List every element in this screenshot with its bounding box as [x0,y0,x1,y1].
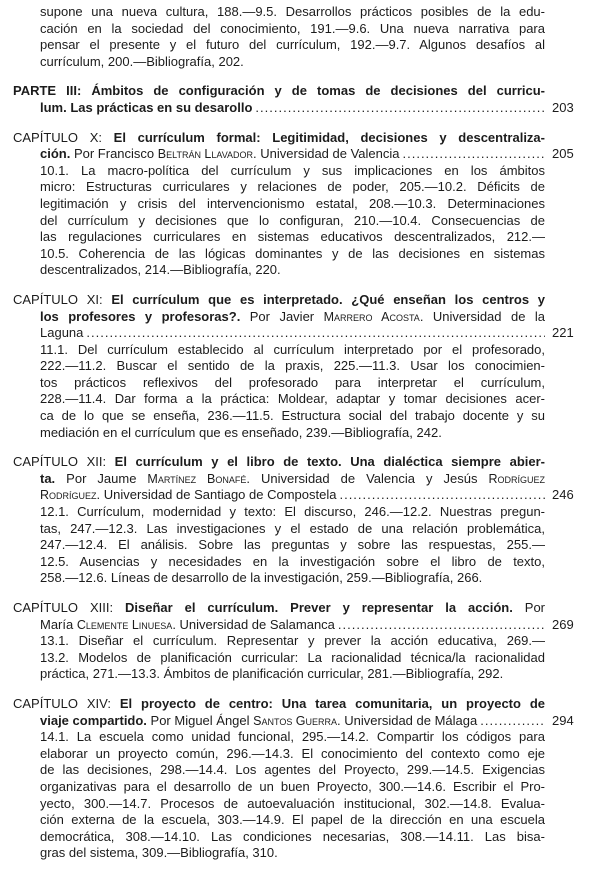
toc-line [40,358,545,375]
body-text: . Universidad de Valencia [253,146,400,162]
toc-line [40,570,545,587]
body-text: 10.1. La macro-política del currículum y sus implicaciones en los ámbitos [40,162,545,178]
body-text: cación en la sociedad del conocimiento, 191.—9.6. Una nueva narrativa para [40,20,545,36]
toc-line [40,712,574,730]
toc-line [40,262,545,279]
toc-line [40,21,545,38]
body-text: legitimación y crisis del intervencionismo estatal, 208.—10.3. Determinaciones [40,195,545,211]
toc-line [40,537,545,554]
toc-line [40,633,545,650]
title-text: los profesores y profesoras?. [40,308,241,324]
body-text: . Universidad de Santiago de Compostela [96,487,337,503]
body-text: 12.1. Currículum, modernidad y texto: El discurso, 246.—12.2. Nuestras pregun- [40,504,545,520]
body-text: Por Miguel Ángel [146,712,254,728]
body-text: Por Jaume [55,470,148,486]
body-text: Por Javier [240,308,324,324]
body-text: del currículum y decisiones que lo configuran, 210.—10.4. Consecuencias de [40,212,545,228]
toc-line [40,762,545,779]
body-text: democrática, 308.—14.10. Las condiciones necesarias, 308.—14.11. Las bisa- [40,828,545,844]
toc-part-entry [0,83,600,116]
body-text: 222.—11.2. Buscar el sentido de la praxis, 225.—11.3. Usar los conocimien- [40,358,545,374]
toc-line [40,54,545,71]
dot-leader [480,713,545,730]
title-text: ción. [40,146,71,162]
body-text: 11.1. Del currículum establecido al currículum interpretado por el profesorado, [40,341,545,357]
toc-line [13,696,545,713]
body-text: pensar el presente y el futuro del currículum, 192.—9.7. Algunos desafíos al [40,37,545,53]
toc-line [40,246,545,263]
body-text: CAPÍTULO XI: [13,291,112,307]
body-text: Laguna [40,325,84,341]
toc-line [40,521,545,538]
body-text: ca de lo que se enseña, 236.—11.5. Estructura social del trabajo docente y su [40,408,545,424]
body-text: Por [512,600,545,615]
toc-line [40,554,545,571]
toc-line [40,325,574,342]
table-of-contents [0,4,600,862]
toc-line [13,130,545,147]
toc-line [40,829,545,846]
body-text: 13.1. Diseñar el currículum. Representar y prever la acción educativa, 269.— [40,633,545,649]
body-text: gras del sistema, 309.—Bibliografía, 310. [40,845,278,861]
body-text: currículum, 200.—Bibliografía, 202. [40,53,244,69]
toc-line [13,83,545,100]
toc-line [40,666,545,683]
title-text: viaje compartido. [40,712,147,728]
page-number: 205 [552,146,574,162]
toc-line-text [40,146,400,163]
toc-line [40,812,545,829]
body-text: organizativas para el desarrollo de un buen Proyecto, 300.—14.6. Escribir el Pro- [40,778,545,794]
toc-line [40,408,545,425]
toc-chapter-entry [0,130,600,279]
author-surname: Marrero Acosta [323,309,420,324]
body-text: CAPÍTULO X: [13,129,114,145]
title-text: Diseñar el currículum. Prever y representar la acción. [125,600,513,615]
page-number: 221 [552,325,574,341]
body-text: tas, 247.—12.3. Las investigaciones y el estado de una relación problemática, [40,520,545,536]
toc-chapter-entry [0,292,600,441]
page-number: 203 [552,99,574,115]
toc-line [40,342,545,359]
body-text: CAPÍTULO XIV: [13,695,120,711]
toc-line [40,729,545,746]
toc-line [40,471,545,488]
toc-line-text [40,100,252,117]
toc-line [40,487,574,504]
title-text: PARTE III: Ámbitos de configuración y de tomas de decisiones del curricu- [13,83,545,99]
toc-line [13,600,545,617]
title-text: El currículum y el libro de texto. Una dialéctica siempre abier- [114,454,545,470]
toc-line [40,425,545,442]
body-text: 12.5. Ausencias y necesidades en la investigación sobre el libro de texto, [40,553,545,569]
body-text: de las decisiones, 298.—14.4. Los agentes del Proyecto, 299.—14.5. Exigencias [40,762,545,778]
dot-leader [339,487,545,504]
author-surname: Martínez Bonafé [147,471,247,486]
body-text: María [40,616,77,632]
body-text: práctica, 271.—13.3. Ámbitos de planificación curricular, 281.—Bibliografía, 292. [40,666,504,682]
toc-line [40,146,574,163]
toc-entry-continuation [0,4,600,70]
dot-leader [403,146,546,163]
body-text: . Universidad de Málaga [337,712,478,728]
toc-line-text [40,325,83,342]
title-text: El currículum que es interpretado. ¿Qué enseñan los centros y [111,291,546,307]
body-text: . Universidad de la [419,308,546,324]
body-text: . Universidad de Salamanca [172,616,335,632]
body-text: 10.5. Coherencia de las lógicas dominantes y de las decisiones en sistemas [40,245,545,261]
toc-line-text [40,487,336,504]
author-surname: Beltrán Llavador [157,147,254,162]
toc-line [40,213,545,230]
body-text: 13.2. Modelos de planificación curricular: La racionalidad técnica/la racionalidad [40,649,545,665]
body-text: 247.—12.4. El análisis. Sobre las preguntas y sobre las respuestas, 255.— [40,537,545,553]
toc-line [13,292,545,309]
toc-line-text [40,713,477,730]
body-text: micro: Estructuras curriculares y relaciones de poder, 205.—10.2. Déficits de [40,179,545,195]
toc-chapter-entry [0,454,600,587]
toc-line [40,845,545,862]
author-surname: Rodríguez [488,471,545,486]
dot-leader [86,325,545,342]
toc-line [40,179,545,196]
author-surname: Clemente Linuesa [76,617,173,632]
toc-line [40,391,545,408]
toc-line [40,309,545,326]
body-text: 14.1. La escuela como unidad funcional, 295.—14.2. Compartir los códigos para [40,729,545,745]
toc-line [40,616,574,634]
toc-line [40,375,545,392]
author-surname: Santos Guerra [253,713,338,728]
toc-line [40,504,545,521]
body-text: mediación en el currículum que es enseñado, 239.—Bibliografía, 242. [40,424,442,440]
body-text: descentralizados, 214.—Bibliografía, 220. [40,262,281,278]
toc-line [40,779,545,796]
body-text: las regulaciones curriculares en sistemas educativos descentralizados, 212.— [40,229,545,245]
toc-line [40,746,545,763]
toc-line [40,4,545,21]
toc-chapter-entry [0,696,600,862]
dot-leader [255,100,545,117]
body-text: yecto, 300.—14.7. Procesos de autoevaluación institucional, 302.—14.8. Evalua- [40,795,545,811]
toc-line [40,796,545,813]
title-text: ta. [40,470,56,486]
body-text: CAPÍTULO XIII: [13,600,126,615]
body-text: supone una nueva cultura, 188.—9.5. Desarrollos prácticos posibles de la edu- [40,4,545,19]
body-text: . Universidad de Valencia y Jesús [246,470,489,486]
body-text: tos prácticos reflexivos del profesorado para interpretar el currículum, [40,374,545,390]
body-text: Por Francisco [70,146,158,162]
toc-line [40,650,545,667]
body-text: 258.—12.6. Líneas de desarrollo de la investigación, 259.—Bibliografía, 266. [40,570,483,586]
dot-leader [338,617,545,634]
toc-chapter-entry [0,600,600,683]
title-text: El currículum formal: Legitimidad, decisiones y descentraliza- [113,129,545,145]
toc-line [40,37,545,54]
page-number: 269 [552,616,574,632]
title-text: El proyecto de centro: Una tarea comunitaria, un proyecto de [119,695,545,711]
body-text: ción externa de la escuela, 303.—14.9. El papel de la dirección en una escuela [40,812,545,828]
toc-line [40,163,545,180]
author-surname: Rodríguez [40,488,97,503]
body-text: elaborar un proyecto común, 296.—14.3. El conocimiento del contexto como eje [40,745,545,761]
toc-line [40,99,574,117]
page-number: 246 [552,487,574,503]
body-text: CAPÍTULO XII: [13,454,115,470]
toc-line [40,229,545,246]
page-number: 294 [552,712,574,728]
toc-line [13,454,545,471]
toc-line-text [40,617,335,634]
body-text: 228.—11.4. Dar forma a la práctica: Moldear, adaptar y tomar decisiones acer- [40,391,545,407]
title-text: lum. Las prácticas en su desarollo [40,99,253,115]
toc-line [40,196,545,213]
